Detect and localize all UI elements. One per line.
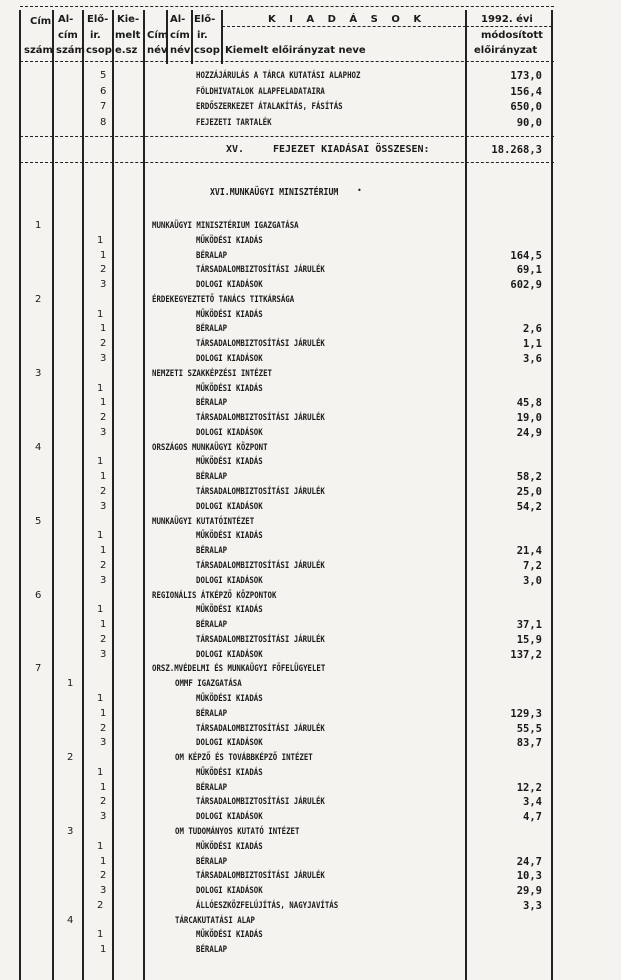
item-name: DOLOGI KIADÁSOK	[196, 501, 263, 512]
top-rule	[20, 6, 554, 7]
cim-name: MUNKAÜGYI MINISZTÉRIUM IGAZGATÁSA	[152, 221, 299, 231]
item-value: 19,0	[516, 412, 542, 425]
item-name: DOLOGI KIADÁSOK	[196, 649, 263, 660]
sum-top-rule	[20, 136, 554, 137]
item-name: BÉRALAP	[196, 856, 228, 867]
kiemelt-number: 1	[100, 397, 107, 409]
kiemelt-number: 1	[100, 249, 107, 261]
header-eloirnev-0: Elő-	[194, 14, 216, 25]
eloir-name: MŰKÖDÉSI KIADÁS	[196, 930, 263, 941]
header-alcimnev-2: név	[170, 45, 191, 56]
header-name: Kiemelt előirányzat neve	[225, 45, 366, 56]
cim-name: ORSZ.MVÉDELMI ÉS MUNKAÜGYI FŐFELÜGYELET	[152, 664, 326, 675]
kiemelt-number: 7	[100, 101, 107, 112]
item-name: TÁRSADALOMBIZTOSÍTÁSI JÁRULÉK	[196, 265, 325, 276]
header-column-rule	[221, 10, 223, 64]
kiemelt-number: 1	[100, 471, 107, 483]
cim-number: 2	[35, 293, 42, 305]
item-value: 7,2	[523, 559, 542, 572]
alcim-number: 2	[67, 752, 74, 764]
item-name: BÉRALAP	[196, 782, 228, 793]
kiemelt-number: 8	[100, 117, 107, 128]
header-cimnev-1: Cím	[147, 30, 169, 41]
header-cimnev-2: név	[147, 45, 168, 56]
column-rule	[143, 10, 145, 980]
kiemelt-number: 1	[100, 707, 107, 719]
eloir-name: MŰKÖDÉSI KIADÁS	[196, 605, 263, 616]
header-eloirnev-1: ir.	[197, 30, 208, 41]
kiemelt-number: 1	[100, 781, 107, 793]
sum-chapter: XV.	[226, 144, 245, 155]
header-value-2: előirányzat	[474, 45, 538, 56]
kiemelt-number: 3	[100, 811, 107, 823]
stray-mark: •	[357, 186, 362, 195]
kiemelt-number: 3	[100, 279, 107, 291]
column-rule	[82, 10, 84, 980]
eloir-number: 1	[97, 766, 104, 778]
kiemelt-number: 2	[100, 412, 107, 424]
item-value: 58,2	[516, 471, 542, 484]
item-name: BÉRALAP	[196, 945, 228, 956]
item-name: DOLOGI KIADÁSOK	[196, 280, 263, 291]
item-name: BÉRALAP	[196, 250, 228, 261]
eloir-number: 1	[97, 929, 104, 941]
alcim-number: 1	[67, 678, 74, 690]
cim-number: 4	[35, 441, 42, 453]
item-name: BÉRALAP	[196, 620, 228, 631]
column-rule	[112, 10, 114, 980]
eloir-name: MŰKÖDÉSI KIADÁS	[196, 767, 263, 778]
kiemelt-number: 2	[100, 559, 107, 571]
item-name: DOLOGI KIADÁSOK	[196, 427, 263, 438]
item-name: DOLOGI KIADÁSOK	[196, 575, 263, 586]
column-rule	[551, 10, 553, 980]
item-value: 45,8	[516, 397, 542, 410]
alcim-number: 3	[67, 825, 74, 837]
eloir-number: 1	[97, 604, 104, 616]
cim-number: 7	[35, 663, 42, 675]
item-name: TÁRSADALOMBIZTOSÍTÁSI JÁRULÉK	[196, 797, 325, 808]
item-value: 156,4	[510, 86, 542, 98]
item-name: HOZZÁJÁRULÁS A TÁRCA KUTATÁSI ALAPHOZ	[196, 71, 361, 81]
item-value: 29,9	[516, 885, 542, 898]
header-alcimnev-0: Al-	[170, 14, 186, 25]
header-eloir-1: ir.	[90, 30, 101, 41]
item-name: DOLOGI KIADÁSOK	[196, 354, 263, 365]
item-name: TÁRSADALOMBIZTOSÍTÁSI JÁRULÉK	[196, 634, 325, 645]
alcim-number: 4	[67, 914, 74, 926]
header-value-1: módosított	[481, 30, 543, 41]
column-rule	[465, 10, 467, 980]
item-value: 2,6	[523, 323, 542, 336]
header-column-rule	[191, 10, 193, 64]
kiemelt-number: 3	[100, 574, 107, 586]
kiemelt-number: 2	[100, 796, 107, 808]
column-rule	[52, 10, 54, 980]
item-name: TÁRSADALOMBIZTOSÍTÁSI JÁRULÉK	[196, 413, 325, 424]
item-name: BÉRALAP	[196, 708, 228, 719]
cim-name: NEMZETI SZAKKÉPZÉSI INTÉZET	[152, 368, 272, 379]
eloir-number: 1	[97, 308, 104, 320]
kiemelt-number: 3	[100, 648, 107, 660]
eloir-name: MŰKÖDÉSI KIADÁS	[196, 457, 263, 468]
item-value: 602,9	[510, 279, 542, 292]
eloir-number: 1	[97, 530, 104, 542]
item-name: DOLOGI KIADÁSOK	[196, 738, 263, 749]
item-value: 83,7	[516, 737, 542, 750]
item-name: FEJEZETI TARTALÉK	[196, 118, 272, 128]
cim-number: 1	[35, 220, 42, 231]
cim-number: 6	[35, 589, 42, 601]
kiemelt-number: 5	[100, 70, 107, 81]
cim-name: ORSZÁGOS MUNKAÜGYI KÖZPONT	[152, 442, 268, 453]
item-value: 3,0	[523, 574, 542, 587]
header-mid-rule	[466, 26, 552, 27]
kiemelt-number: 2	[100, 633, 107, 645]
item-value: 12,2	[516, 781, 542, 794]
item-value: 90,0	[516, 117, 542, 129]
item-name: BÉRALAP	[196, 398, 228, 409]
item-value: 173,0	[510, 70, 542, 82]
kiemelt-number: 3	[100, 426, 107, 438]
kiemelt-number: 3	[100, 500, 107, 512]
item-name: TÁRSADALOMBIZTOSÍTÁSI JÁRULÉK	[196, 487, 325, 498]
eloir-name: MŰKÖDÉSI KIADÁS	[196, 531, 263, 542]
kiemelt-number: 1	[100, 545, 107, 557]
kiemelt-number: 1	[100, 855, 107, 867]
item-value: 129,3	[510, 707, 542, 720]
eloir-number: 1	[97, 456, 104, 468]
kiemelt-number: 2	[100, 338, 107, 350]
cim-name: REGIONÁLIS ÁTKÉPZŐ KÖZPONTOK	[152, 590, 277, 601]
alcim-name: OM KÉPZŐ ÉS TOVÁBBKÉPZŐ INTÉZET	[175, 753, 313, 764]
eloir-number: 1	[97, 840, 104, 852]
header-alcim-1: cím	[58, 30, 78, 41]
header-alcim-2: szám	[56, 45, 85, 56]
item-value: 24,7	[516, 855, 542, 868]
item-value: 24,9	[516, 426, 542, 439]
kiemelt-number: 1	[100, 619, 107, 631]
item-name: BÉRALAP	[196, 472, 228, 483]
sum-bottom-rule	[20, 162, 554, 163]
item-value: 3,6	[523, 353, 542, 366]
header-kiemelt-2: e.sz	[115, 45, 138, 56]
header-bottom-rule	[20, 61, 554, 62]
item-value: 164,5	[510, 249, 542, 262]
item-value: 54,2	[516, 500, 542, 513]
eloir-name: MŰKÖDÉSI KIADÁS	[196, 841, 263, 852]
alcim-name: TÁRCAKUTATÁSI ALAP	[175, 915, 255, 926]
item-name: TÁRSADALOMBIZTOSÍTÁSI JÁRULÉK	[196, 871, 325, 882]
item-name: FÖLDHIVATALOK ALAPFELADATAIRA	[196, 87, 325, 97]
item-value: 1,1	[523, 338, 542, 351]
item-value: 15,9	[516, 633, 542, 646]
cim-name: ÉRDEKEGYEZTETŐ TANÁCS TITKÁRSÁGA	[152, 294, 295, 305]
kiemelt-number: 3	[100, 885, 107, 897]
kiemelt-number: 3	[100, 353, 107, 365]
header-alcim-0: Al-	[58, 14, 74, 25]
item-value: 21,4	[516, 545, 542, 558]
eloir-number: 1	[97, 234, 104, 246]
item-name: DOLOGI KIADÁSOK	[196, 886, 263, 897]
header-value-0: 1992. évi	[481, 14, 533, 25]
eloir-number: 1	[97, 692, 104, 704]
header-eloir-0: Elő-	[87, 14, 109, 25]
item-value: 69,1	[516, 264, 542, 277]
header-alcimnev-1: cím	[170, 30, 190, 41]
eloir-number: 1	[97, 382, 104, 394]
column-rule	[19, 10, 21, 980]
item-value: 4,7	[523, 811, 542, 824]
eloir-number: 2	[97, 899, 104, 911]
item-value: 137,2	[510, 648, 542, 661]
item-value: 3,4	[523, 796, 542, 809]
item-value: 10,3	[516, 870, 542, 883]
kiemelt-number: 6	[100, 86, 107, 97]
header-eloir-2: csop	[86, 45, 112, 56]
item-name: TÁRSADALOMBIZTOSÍTÁSI JÁRULÉK	[196, 723, 325, 734]
eloir-name: MŰKÖDÉSI KIADÁS	[196, 235, 263, 246]
header-kiemelt-0: Kie-	[117, 14, 140, 25]
item-name: DOLOGI KIADÁSOK	[196, 812, 263, 823]
kiemelt-number: 3	[100, 737, 107, 749]
kiemelt-number: 1	[100, 944, 107, 956]
eloir-value: 3,3	[523, 899, 542, 912]
item-name: TÁRSADALOMBIZTOSÍTÁSI JÁRULÉK	[196, 560, 325, 571]
eloir-name: MŰKÖDÉSI KIADÁS	[196, 309, 263, 320]
sum-value: 18.268,3	[491, 144, 542, 156]
kiemelt-number: 2	[100, 722, 107, 734]
header-eloirnev-2: csop	[194, 45, 220, 56]
cim-number: 3	[35, 367, 42, 379]
item-name: TÁRSADALOMBIZTOSÍTÁSI JÁRULÉK	[196, 339, 325, 350]
eloir-name: ÁLLÓESZKÖZFELÚJÍTÁS, NAGYJAVÍTÁS	[196, 900, 339, 911]
item-value: 55,5	[516, 722, 542, 735]
section-title: XVI.MUNKAÜGYI MINISZTÉRIUM	[210, 187, 339, 198]
kiemelt-number: 1	[100, 323, 107, 335]
item-name: BÉRALAP	[196, 324, 228, 335]
eloir-name: MŰKÖDÉSI KIADÁS	[196, 383, 263, 394]
kiemelt-number: 2	[100, 486, 107, 498]
cim-number: 5	[35, 515, 42, 527]
item-name: ERDŐSZERKEZET ÁTALAKÍTÁS, FÁSÍTÁS	[196, 102, 343, 112]
cim-name: MUNKAÜGYI KUTATÓINTÉZET	[152, 516, 255, 527]
eloir-name: MŰKÖDÉSI KIADÁS	[196, 693, 263, 704]
alcim-name: OMMF IGAZGATÁSA	[175, 679, 242, 690]
header-mid-rule	[222, 26, 466, 27]
item-value: 25,0	[516, 486, 542, 499]
header-kiemelt-1: melt	[115, 30, 141, 41]
header-cim-2: szám	[24, 45, 53, 56]
kiemelt-number: 2	[100, 264, 107, 276]
sum-label: FEJEZET KIADÁSAI ÖSSZESEN:	[273, 144, 430, 155]
item-name: BÉRALAP	[196, 546, 228, 557]
page-title: K I A D Á S O K	[268, 14, 427, 25]
kiemelt-number: 2	[100, 870, 107, 882]
item-value: 37,1	[516, 619, 542, 632]
alcim-name: OM TUDOMÁNYOS KUTATÓ INTÉZET	[175, 826, 300, 837]
item-value: 650,0	[510, 101, 542, 113]
header-cim-1: Cím	[30, 16, 52, 27]
